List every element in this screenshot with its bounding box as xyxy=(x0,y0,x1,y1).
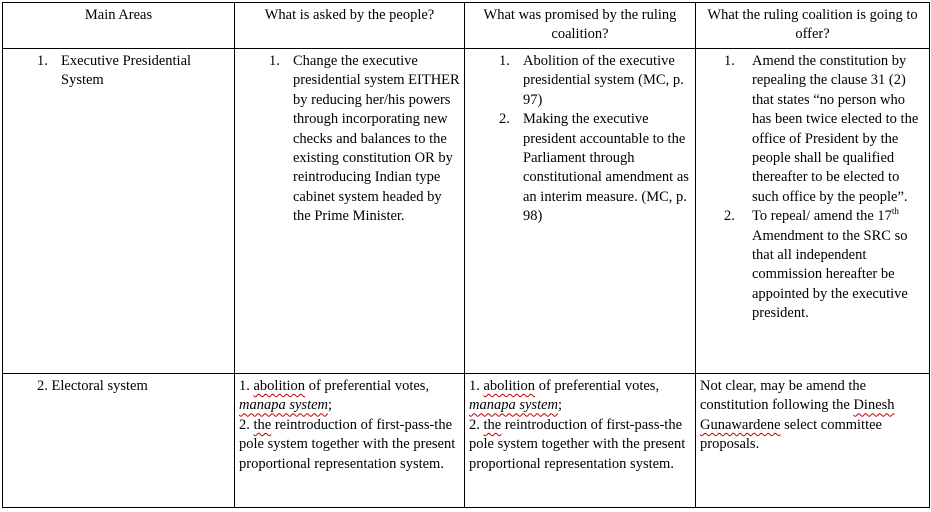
table-row xyxy=(3,49,930,374)
area-cell xyxy=(3,49,235,374)
asked-cell: 1. abolition of preferential votes, manapa system; 2. the reintroduction of first-pass-the pole system together with the present proportional representation system. xyxy=(235,374,465,508)
comparison-table xyxy=(2,2,930,508)
area-label: 2. Electoral system xyxy=(37,378,148,394)
header-offer: What the ruling coalition is going to offer? xyxy=(696,3,930,49)
list-item: 1. Abolition of the executive presidential system (MC, p. 97) xyxy=(499,53,684,108)
list-item: 1. Change the executive presidential system EITHER by reducing her/his powers through incorporating new checks and balances to the existing constitution OR by reintroducing Indian type cabinet system headed by the Prime Minister. xyxy=(269,53,460,225)
area-cell xyxy=(3,374,235,508)
list-item: 2. To repeal/ amend the 17th Amendment to the SRC so that all independent commission hereafter be appointed by the executive president. xyxy=(724,206,908,322)
offer-cell xyxy=(696,49,930,374)
list-item: 1. Amend the constitution by repealing the clause 31 (2) that states “no person who has been twice elected to the office of President by the people shall be qualified thereafter to be elected to such office by the people”. xyxy=(724,53,919,205)
table-row xyxy=(3,374,930,508)
offer-cell: Not clear, may be amend the constitution following the Dinesh Gunawardene select committee proposals. xyxy=(696,374,930,508)
area-label: Executive Presidential System xyxy=(61,53,192,89)
header-row xyxy=(3,3,930,49)
promised-cell xyxy=(465,49,696,374)
header-promised: What was promised by the ruling coalition? xyxy=(465,3,696,49)
asked-cell xyxy=(235,49,465,374)
header-main-areas: Main Areas xyxy=(3,3,235,49)
header-asked: What is asked by the people? xyxy=(235,3,465,49)
promised-cell: 1. abolition of preferential votes, manapa system; 2. the reintroduction of first-pass-the pole system together with the present proportional representation system. xyxy=(465,374,696,508)
list-item: 2. Making the executive president accountable to the Parliament through constitutional amendment as an interim measure. (MC, p. 98) xyxy=(499,111,689,225)
area-number: 1. xyxy=(37,53,48,69)
